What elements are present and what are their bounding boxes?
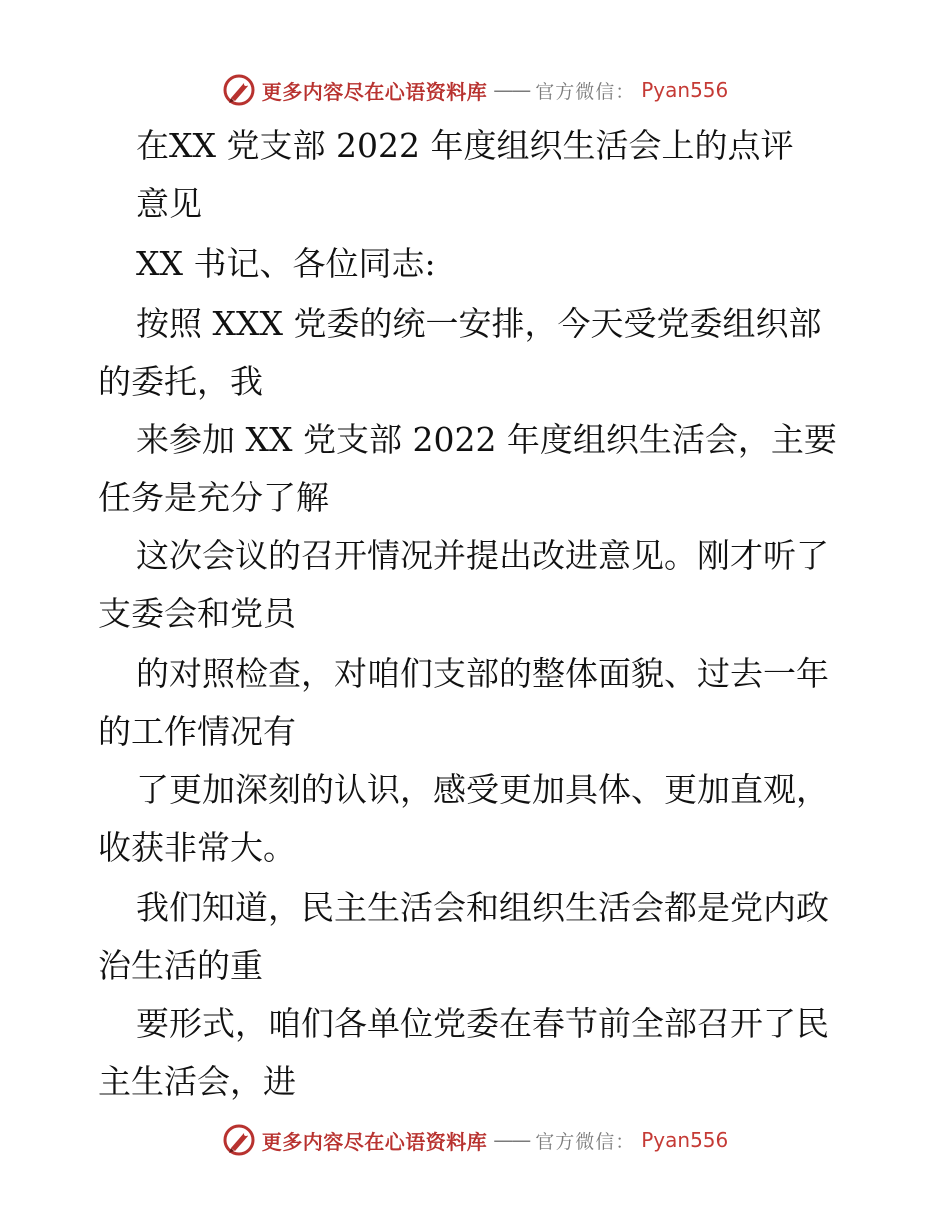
watermark-official-label: 官方微信： (535, 80, 636, 103)
paragraph-line: 的对照检查，对咱们支部的整体面貌、过去一年 (136, 654, 829, 693)
paragraph-line: 了更加深刻的认识，感受更加具体、更加直观， (136, 770, 829, 809)
watermark-wechat-id: Pyan556 (641, 1128, 729, 1152)
paragraph-line: 要形式，咱们各单位党委在春节前全部召开了民 (136, 1004, 829, 1043)
watermark-official-label: 官方微信： (535, 1130, 636, 1153)
document-title-line-1: 在XX 党支部 2022 年度组织生活会上的点评 (136, 126, 794, 165)
footer-watermark (0, 1120, 950, 1160)
watermark-site-name: 更多内容尽在心语资料库 (261, 79, 488, 104)
paragraph-line: 治生活的重 (98, 946, 263, 985)
document-title-line-2: 意见 (136, 184, 202, 223)
pen-in-circle-icon (222, 1123, 256, 1157)
pen-in-circle-icon (222, 73, 256, 107)
paragraph-line: 我们知道，民主生活会和组织生活会都是党内政 (136, 888, 829, 927)
paragraph-line: 的工作情况有 (98, 712, 296, 751)
watermark-dash: —— (493, 1128, 530, 1152)
watermark-site-name: 更多内容尽在心语资料库 (261, 1129, 488, 1154)
paragraph-line: 这次会议的召开情况并提出改进意见。刚才听了 (136, 536, 829, 575)
watermark-dash: —— (493, 78, 530, 102)
paragraph-line: 支委会和党员 (98, 594, 296, 633)
header-watermark (0, 70, 950, 110)
paragraph-line: 主生活会，进 (98, 1062, 296, 1101)
document-greeting: XX 书记、各位同志: (136, 244, 436, 283)
paragraph-line: 任务是充分了解 (98, 478, 329, 517)
watermark-wechat-id: Pyan556 (641, 78, 729, 102)
paragraph-line: 来参加 XX 党支部 2022 年度组织生活会，主要 (136, 420, 837, 459)
paragraph-line: 收获非常大。 (98, 828, 296, 867)
paragraph-line: 按照 XXX 党委的统一安排，今天受党委组织部 (136, 304, 822, 343)
paragraph-line: 的委托，我 (98, 362, 263, 401)
